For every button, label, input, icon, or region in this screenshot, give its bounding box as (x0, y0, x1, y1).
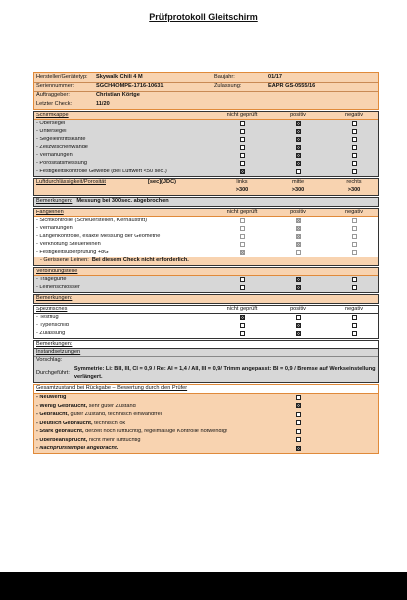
check-row (34, 284, 378, 292)
check-cell-not-checked (214, 331, 270, 338)
check-row-label: - Verknotung Steuerleinen (36, 242, 101, 248)
check-row (34, 233, 378, 241)
condition-row (34, 402, 378, 411)
overall-rows (34, 394, 378, 454)
overall-heading: Gesamtzustand bei Rückgabe – Bewertung durch den Prüfer (36, 385, 188, 392)
check-row (34, 276, 378, 284)
device-info-block (33, 72, 379, 110)
condition-bold-text: - Überbeansprucht, (36, 437, 88, 443)
porosity-col-mid: mitte (291, 179, 305, 186)
check-cell-negative (326, 331, 378, 338)
empty-box-icon (240, 121, 245, 126)
approval-value: EAPR GS-0555/16 (268, 83, 316, 90)
porosity-values (34, 187, 378, 195)
condition-label (36, 446, 270, 452)
canopy-heading: Schirmkappe (36, 112, 69, 118)
remarks-canopy (33, 197, 379, 207)
empty-box-icon (352, 161, 357, 166)
checked-box-icon (296, 121, 301, 126)
check-cell-negative (326, 129, 378, 136)
check-cell-negative (326, 161, 378, 168)
manufacturer-label: Hersteller/Gerätetyp: (36, 73, 88, 80)
condition-text: nicht mehr lufttüchtig (87, 437, 141, 443)
condition-bold-text: - Neuwertig (36, 395, 67, 401)
empty-box-icon (352, 226, 357, 231)
check-cell-positive (270, 153, 326, 160)
condition-bold-text: - Nachprüfstempel angebracht. (36, 446, 119, 452)
empty-box-icon (240, 129, 245, 134)
repairs-header (34, 349, 378, 357)
torn-lines-text: Bei diesem Check nicht erforderlich. (91, 257, 189, 264)
check-cell-not-checked (214, 234, 270, 241)
lines-col-positive: positiv (290, 209, 306, 215)
porosity-left-value: >300 (235, 187, 249, 194)
check-row (34, 241, 378, 249)
check-cell-positive (270, 218, 326, 225)
checked-box-icon (240, 315, 245, 320)
condition-cell (270, 395, 326, 402)
check-cell-positive (270, 331, 326, 338)
year-label: Baujahr: (214, 73, 235, 80)
checked-box-icon (240, 169, 245, 174)
empty-box-icon (296, 429, 301, 434)
empty-box-icon (352, 250, 357, 255)
suggestion-label: Vorschlag: (36, 357, 63, 364)
empty-box-icon (240, 153, 245, 158)
check-cell-positive (270, 169, 326, 176)
check-row (34, 168, 378, 176)
condition-bold-text: - Deutlich Gebraucht, (36, 420, 93, 426)
check-cell-negative (326, 250, 378, 257)
specific-col-negative: negativ (344, 306, 364, 312)
condition-label (36, 412, 270, 418)
lines-heading: Fangleinen (36, 209, 64, 215)
info-row-2 (34, 82, 378, 91)
empty-box-icon (296, 169, 301, 174)
torn-lines-label: - Gerissene Leinen: (40, 257, 89, 264)
porosity-mid-value: >300 (291, 187, 305, 194)
empty-box-icon (352, 234, 357, 239)
empty-box-icon (352, 129, 357, 134)
check-cell-negative (326, 137, 378, 144)
check-cell-not-checked (214, 137, 270, 144)
connectors-rows (34, 276, 378, 292)
check-row (34, 249, 378, 257)
protocol-sheet (33, 72, 379, 455)
condition-row (34, 411, 378, 420)
empty-box-icon (352, 242, 357, 247)
check-row-label: - Untersegel (36, 129, 67, 135)
condition-bold-text: - Stark gebraucht, (36, 429, 84, 435)
check-cell-positive (270, 242, 326, 249)
torn-lines-row (34, 257, 378, 265)
empty-box-icon (352, 285, 357, 290)
check-row-label: - Leinenschlösser (36, 285, 80, 291)
check-cell-not-checked (214, 169, 270, 176)
checked-box-icon (296, 153, 301, 158)
check-row-label: - Vernähungen (36, 153, 73, 159)
checked-box-icon (296, 242, 301, 247)
empty-box-icon (296, 437, 301, 442)
check-row-label: - Obersegel (36, 121, 66, 127)
check-row (34, 144, 378, 152)
suggestion-row (34, 357, 378, 365)
page-title: Prüfprotokoll Gleitschirm (149, 12, 258, 22)
connectors-header (34, 268, 378, 276)
repairs-heading: Instandsetzungen (36, 349, 81, 355)
checked-box-icon (296, 226, 301, 231)
porosity-right-value: >300 (347, 187, 361, 194)
check-cell-negative (326, 218, 378, 225)
check-row (34, 128, 378, 136)
lines-rows (34, 217, 378, 257)
condition-label (36, 395, 270, 401)
check-row-label: - Festigkeitskontrolle Gewebe (bei Luftwert <50 sec.) (36, 169, 167, 175)
empty-box-icon (240, 277, 245, 282)
check-row-label: - Vernähungen (36, 226, 73, 232)
empty-box-icon (352, 277, 357, 282)
check-cell-positive (270, 121, 326, 128)
lines-col-negative: negativ (344, 209, 364, 215)
empty-box-icon (296, 395, 301, 400)
condition-cell (270, 403, 326, 410)
check-cell-negative (326, 323, 378, 330)
checked-box-icon (296, 218, 301, 223)
last-check-label: Letzter Check: (36, 100, 73, 107)
performed-label: Durchgeführt: (36, 369, 70, 376)
empty-box-icon (240, 242, 245, 247)
col-positive: positiv (290, 112, 306, 118)
lines-col-not-checked: nicht geprüft (226, 209, 258, 215)
serial-value: SGCH4OMPE-1716-10631 (96, 83, 164, 90)
bottom-black-bar (0, 572, 407, 600)
check-row (34, 322, 378, 330)
porosity-section (33, 178, 379, 196)
check-cell-not-checked (214, 218, 270, 225)
remarks-specific-label: Bemerkungen: (36, 341, 73, 347)
empty-box-icon (296, 250, 301, 255)
check-cell-not-checked (214, 145, 270, 152)
year-value: 01/17 (268, 73, 282, 80)
remarks-canopy-label: Bemerkungen: (36, 198, 73, 205)
check-row-label: - Testflug (36, 315, 59, 321)
connectors-section (33, 267, 379, 293)
col-negative: negativ (344, 112, 364, 118)
condition-label (36, 438, 270, 444)
check-row-label: - Längenkontrolle, exakte Messung der Geometrie (36, 234, 161, 240)
last-check-value: 11/20 (96, 100, 110, 107)
check-cell-positive (270, 145, 326, 152)
check-cell-not-checked (214, 242, 270, 249)
empty-box-icon (352, 145, 357, 150)
canopy-rows (34, 120, 378, 176)
check-cell-positive (270, 137, 326, 144)
check-cell-positive (270, 226, 326, 233)
specific-header (34, 306, 378, 314)
lines-section (33, 208, 379, 266)
connectors-heading: Verbindungsteile (36, 268, 78, 274)
condition-cell (270, 420, 326, 427)
check-row (34, 152, 378, 160)
empty-box-icon (240, 285, 245, 290)
check-row-label: - Zulassung (36, 331, 66, 337)
check-row (34, 217, 378, 225)
specific-col-positive: positiv (290, 306, 306, 312)
empty-box-icon (352, 315, 357, 320)
check-row (34, 160, 378, 168)
check-cell-negative (326, 242, 378, 249)
empty-box-icon (240, 226, 245, 231)
check-row-label: - Porositätsmessung (36, 161, 87, 167)
check-cell-negative (326, 234, 378, 241)
condition-row (34, 445, 378, 454)
checked-box-icon (296, 129, 301, 134)
check-cell-negative (326, 145, 378, 152)
condition-cell (270, 429, 326, 436)
condition-label (36, 429, 270, 435)
condition-text: derzeit noch lufttüchtig, regelmäßige Kontrolle notwendig! (83, 429, 228, 435)
condition-row (34, 419, 378, 428)
condition-row (34, 436, 378, 445)
performed-text: Symmetrie: Li: BII, III, CI = 0,9 / Re: AI = 1,4 / AII, III = 0,9/ Trimm angepasst: BI = 0,9 / Bremse auf Werkseinstellung verlängert. (73, 366, 376, 380)
check-cell-not-checked (214, 129, 270, 136)
check-cell-negative (326, 285, 378, 292)
porosity-label: Luftdurchlässigkeit/Porosität (36, 179, 106, 186)
info-row-1 (34, 73, 378, 82)
condition-text: technisch ok (92, 420, 126, 426)
check-cell-negative (326, 121, 378, 128)
checked-box-icon (296, 234, 301, 239)
check-cell-not-checked (214, 161, 270, 168)
check-cell-positive (270, 250, 326, 257)
client-label: Auftraggeber: (36, 92, 70, 99)
remarks-connectors-label: Bemerkungen: (36, 295, 73, 302)
empty-box-icon (240, 331, 245, 336)
approval-label: Zulassung: (214, 83, 242, 90)
check-row (34, 136, 378, 144)
check-cell-not-checked (214, 121, 270, 128)
check-cell-positive (270, 323, 326, 330)
manufacturer-value: Skywalk Chili 4 M (96, 73, 143, 80)
empty-box-icon (352, 121, 357, 126)
empty-box-icon (240, 145, 245, 150)
check-cell-positive (270, 161, 326, 168)
checked-box-icon (296, 137, 301, 142)
specific-col-not-checked: nicht geprüft (226, 306, 258, 312)
check-cell-not-checked (214, 315, 270, 322)
condition-cell (270, 412, 326, 419)
check-cell-negative (326, 153, 378, 160)
checked-box-icon (296, 331, 301, 336)
condition-text: guter Zustand, technisch einwandfrei (68, 412, 162, 418)
check-row-label: - Festigkeitsüberprüfung +8G (36, 250, 109, 256)
empty-box-icon (240, 161, 245, 166)
condition-label (36, 404, 270, 410)
check-cell-negative (326, 169, 378, 176)
empty-box-icon (240, 323, 245, 328)
checked-box-icon (296, 161, 301, 166)
check-row-label: - Segeleintrittskante (36, 137, 86, 143)
remarks-specific-row (34, 341, 378, 349)
check-row (34, 120, 378, 128)
condition-bold-text: - Wenig Gebraucht, (36, 403, 88, 409)
info-row-3 (34, 91, 378, 100)
specific-rows (34, 314, 378, 338)
empty-box-icon (240, 137, 245, 142)
checked-box-icon (296, 285, 301, 290)
empty-box-icon (296, 420, 301, 425)
condition-cell (270, 446, 326, 453)
empty-box-icon (352, 218, 357, 223)
porosity-unit: [sec](JDC) (148, 179, 176, 186)
checked-box-icon (240, 250, 245, 255)
remarks-connectors-row (34, 295, 378, 303)
empty-box-icon (352, 137, 357, 142)
checked-box-icon (296, 145, 301, 150)
check-cell-negative (326, 277, 378, 284)
check-row (34, 330, 378, 338)
overall-condition-section (33, 384, 379, 454)
condition-cell (270, 437, 326, 444)
overall-header (34, 385, 378, 394)
checked-box-icon (296, 446, 301, 451)
check-cell-not-checked (214, 226, 270, 233)
empty-box-icon (352, 331, 357, 336)
checked-box-icon (296, 323, 301, 328)
canopy-header (34, 112, 378, 120)
condition-row (34, 428, 378, 437)
specific-section (33, 305, 379, 339)
check-cell-not-checked (214, 277, 270, 284)
check-row (34, 314, 378, 322)
check-cell-positive (270, 277, 326, 284)
check-cell-not-checked (214, 323, 270, 330)
col-not-checked: nicht geprüft (226, 112, 258, 118)
check-cell-not-checked (214, 153, 270, 160)
info-row-4 (34, 100, 378, 109)
remarks-connectors (33, 294, 379, 304)
check-cell-positive (270, 315, 326, 322)
porosity-header (34, 179, 378, 187)
check-row-label: - Typenschild (36, 323, 69, 329)
checked-box-icon (296, 403, 301, 408)
serial-label: Seriennummer: (36, 83, 75, 90)
check-cell-negative (326, 226, 378, 233)
remarks-canopy-row (34, 198, 378, 206)
porosity-col-right: rechts (346, 179, 362, 186)
empty-box-icon (352, 169, 357, 174)
checked-box-icon (296, 277, 301, 282)
performed-row (34, 365, 378, 382)
check-cell-positive (270, 129, 326, 136)
condition-bold-text: - Gebraucht, (36, 412, 69, 418)
canopy-section (33, 111, 379, 177)
check-row-label: - Zellzwischenwände (36, 145, 88, 151)
empty-box-icon (240, 218, 245, 223)
repairs-section (33, 340, 379, 383)
condition-row (34, 394, 378, 403)
check-row-label: - Sichtkontrolle (Scheuerstellen, Kernaustritt) (36, 218, 147, 224)
check-row-label: - Tragegurte (36, 277, 67, 283)
porosity-col-left: links (236, 179, 248, 186)
check-cell-positive (270, 234, 326, 241)
empty-box-icon (352, 323, 357, 328)
specific-heading: Spezifisches (36, 306, 68, 312)
client-value: Christian Körtge (96, 92, 140, 99)
check-cell-positive (270, 285, 326, 292)
condition-label (36, 421, 270, 427)
empty-box-icon (352, 153, 357, 158)
check-cell-negative (326, 315, 378, 322)
check-cell-not-checked (214, 250, 270, 257)
condition-text: sehr guter Zustand (87, 403, 136, 409)
check-row (34, 225, 378, 233)
remarks-canopy-text: Messung bei 300sec. abgebrochen (76, 198, 169, 205)
empty-box-icon (240, 234, 245, 239)
empty-box-icon (296, 412, 301, 417)
check-cell-not-checked (214, 285, 270, 292)
empty-box-icon (296, 315, 301, 320)
lines-header (34, 209, 378, 217)
